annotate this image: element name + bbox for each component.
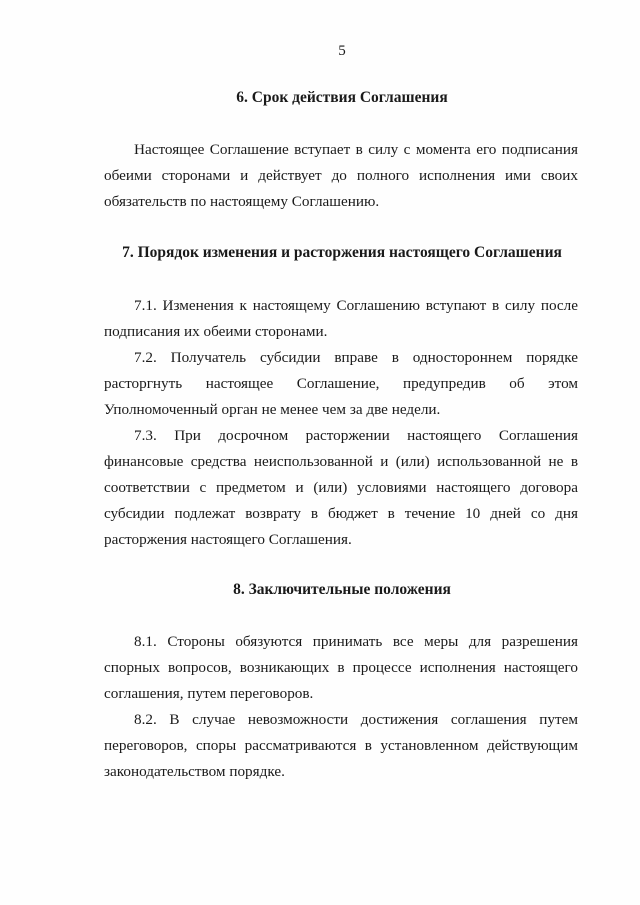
section-8-paragraph-2: 8.2. В случае невозможности достижения соглашения путем переговоров, споры рассматриваются в установленном действующим законодательством порядке. — [104, 711, 578, 780]
section-7-paragraph-2: 7.2. Получатель субсидии вправе в одностороннем порядке расторгнуть настоящее Соглашение, предупредив об этом Уполномоченный орган не менее чем за две недели. — [104, 349, 578, 418]
section-8-paragraph-1: 8.1. Стороны обязуются принимать все меры для разрешения спорных вопросов, возникающих в процессе исполнения настоящего соглашения, путем переговоров. — [104, 633, 578, 702]
section-7-heading: 7. Порядок изменения и расторжения настоящего Соглашения — [122, 244, 562, 261]
section-7-paragraph-1: 7.1. Изменения к настоящему Соглашению вступают в силу после подписания их обеими сторонами. — [104, 297, 578, 340]
section-8-heading: 8. Заключительные положения — [233, 581, 451, 598]
page-number: 5 — [338, 43, 346, 59]
section-6-paragraph-1: Настоящее Соглашение вступает в силу с момента его подписания обеими сторонами и действует до полного исполнения ими своих обязательств по настоящему Соглашению. — [104, 141, 578, 210]
section-7-paragraph-3: 7.3. При досрочном расторжении настоящего Соглашения финансовые средства неиспользованной и (или) использованной не в соответствии с предметом и (или) условиями настоящего договора субсидии подлежат возврату в бюджет в течение 10 дней со дня расторжения настоящего Соглашения. — [104, 427, 578, 548]
section-6-heading: 6. Срок действия Соглашения — [236, 89, 448, 106]
